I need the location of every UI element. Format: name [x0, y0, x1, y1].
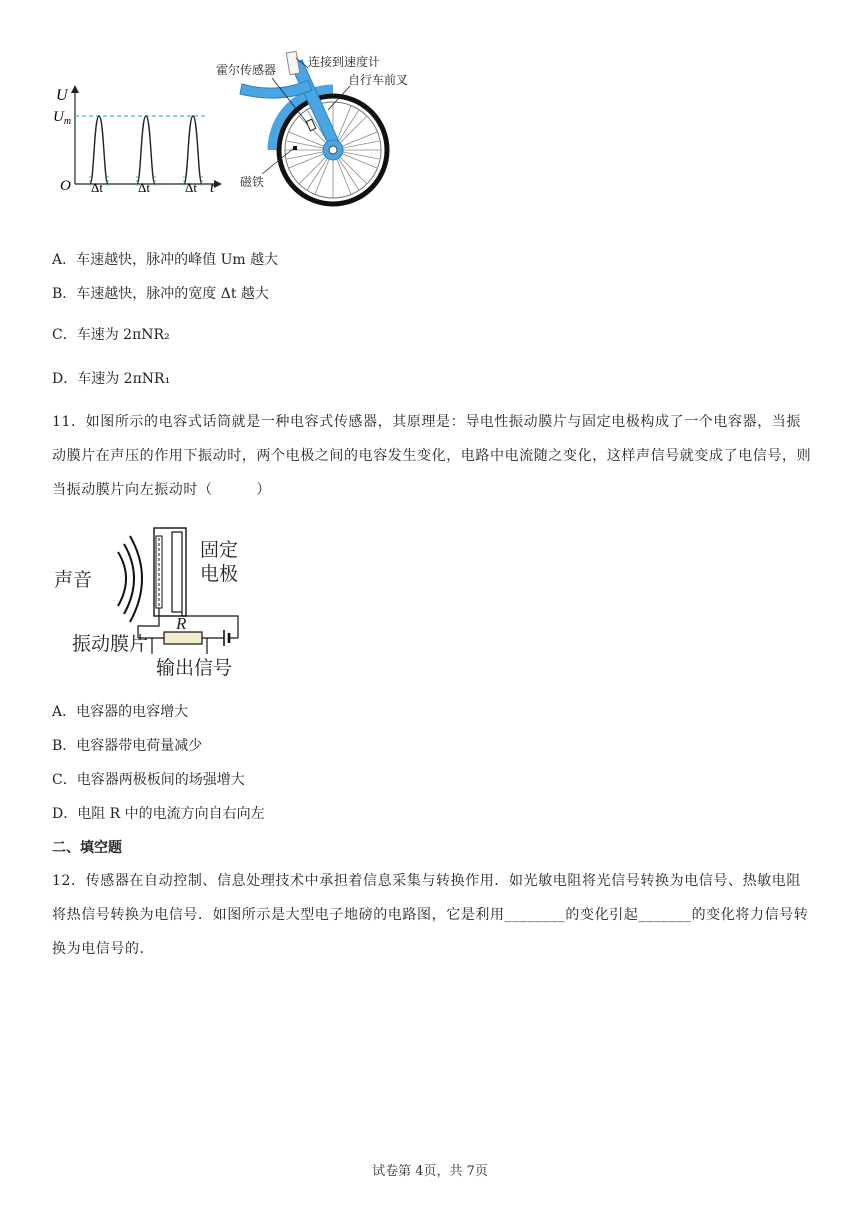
- option-text: 电容器带电荷量减少: [76, 738, 203, 754]
- option-letter: B．: [52, 286, 77, 302]
- pulse-graph: [50, 80, 225, 200]
- graph-origin-label: O: [60, 178, 71, 194]
- option-letter: C．: [52, 772, 77, 788]
- option-letter: A．: [52, 252, 77, 268]
- page-footer: 试卷第 4页，共 7页: [372, 1164, 488, 1179]
- q11-option-d[interactable]: [52, 804, 265, 824]
- fixed-electrode-label-1: 固定: [200, 539, 239, 561]
- front-fork-label: 自行车前叉: [348, 73, 409, 87]
- resistor-label: R: [176, 614, 187, 633]
- q11-option-c[interactable]: [52, 770, 245, 790]
- graph-peak-label: $U_m$: [53, 109, 72, 127]
- speedometer-label: 连接到速度计: [308, 55, 381, 69]
- option-letter: D．: [52, 806, 78, 822]
- option-text: 车速为 2πNR₂: [76, 327, 170, 343]
- bicycle-wheel-diagram: [216, 50, 432, 210]
- option-text: 车速越快，脉冲的宽度 Δt 越大: [76, 286, 269, 302]
- output-signal-label: 输出信号: [156, 657, 233, 679]
- option-text: 电容器的电容增大: [76, 704, 189, 720]
- diaphragm-label: 振动膜片: [72, 633, 149, 655]
- option-text: 车速越快，脉冲的峰值 Um 越大: [76, 252, 279, 268]
- graph-pulse-label-1: Δt: [91, 180, 103, 195]
- option-text: 电阻 R 中的电流方向自右向左: [77, 806, 265, 822]
- q10-option-b[interactable]: [52, 284, 269, 304]
- graph-y-label: U: [56, 87, 68, 104]
- q11-option-a[interactable]: [52, 702, 188, 722]
- hall-sensor-label: 霍尔传感器: [216, 63, 277, 77]
- q10-option-a[interactable]: [52, 250, 278, 270]
- fixed-electrode-label-2: 电极: [200, 563, 239, 585]
- magnet-label: 磁铁: [240, 175, 265, 189]
- q10-option-c[interactable]: [52, 325, 170, 345]
- option-letter: B．: [52, 738, 77, 754]
- q11-option-b[interactable]: [52, 736, 202, 756]
- option-letter: A．: [52, 704, 77, 720]
- graph-x-label: t: [210, 180, 215, 196]
- graph-pulse-label-3: Δt: [185, 180, 197, 195]
- option-letter: D．: [52, 371, 78, 387]
- q11-stem: 11．如图所示的电容式话筒就是一种电容式传感器，其原理是：导电性振动膜片与固定电极构成了一个电容器，当振动膜片在声压的作用下振动时，两个电极之间的电容发生变化，电路中电流随之变化，这样声信号就变成了电信号，则当振动膜片向左振动时（ ）: [52, 414, 812, 498]
- q10-option-d[interactable]: [52, 369, 170, 389]
- q12-stem: 12．传感器在自动控制、信息处理技术中承担着信息采集与转换作用．如光敏电阻将光信号转换为电信号、热敏电阻将热信号转换为电信号．如图所示是大型电子地磅的电路图，它是利用________的变化引起_______的变化将力信号转换为电信号的．: [52, 873, 809, 957]
- section-heading: 二、填空题: [52, 840, 122, 856]
- option-letter: C．: [52, 327, 77, 343]
- option-text: 车速为 2πNR₁: [77, 371, 171, 387]
- sound-label: 声音: [54, 569, 93, 591]
- option-text: 电容器两极板间的场强增大: [76, 772, 245, 788]
- graph-pulse-label-2: Δt: [138, 180, 150, 195]
- capacitor-microphone-diagram: [52, 522, 262, 682]
